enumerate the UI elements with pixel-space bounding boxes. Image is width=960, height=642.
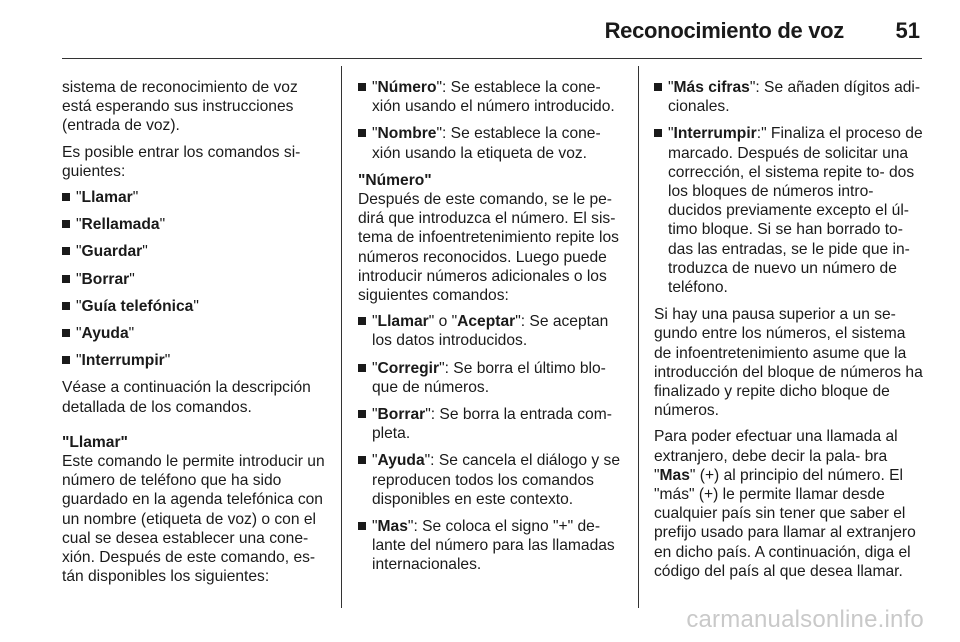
bullet-square-icon xyxy=(358,83,366,91)
bullet-square-icon xyxy=(358,522,366,530)
command-term: Ayuda xyxy=(377,452,425,470)
command-description: : Se añaden dígitos adi- cionales. xyxy=(668,79,921,116)
bullet-square-icon xyxy=(62,302,70,310)
command-term: Más cifras xyxy=(673,79,750,96)
list-item: "Borrar": Se borra la entrada com- pleta. xyxy=(358,405,624,443)
command-description: : Se borra la entrada com- pleta. xyxy=(372,406,612,443)
command-description: : Se cancela el diálogo y se reproducen todos los comandos disponibles en este contexto. xyxy=(372,452,621,508)
command-term: Ayuda xyxy=(81,325,129,343)
column-2 xyxy=(358,78,624,583)
list-item: "Ayuda": Se cancela el diálogo y se reproducen todos los comandos disponibles en este contexto. xyxy=(358,451,624,509)
command-description: : Se establece la cone- xión usando el número introducido. xyxy=(372,79,615,116)
paragraph-intro: sistema de reconocimiento de voz está esperando sus instrucciones (entrada de voz). xyxy=(62,79,298,135)
list-item: "Nombre": Se establece la cone- xión usando la etiqueta de voz. xyxy=(358,124,624,162)
command-term: Borrar xyxy=(81,270,130,288)
list-item: "Ayuda" xyxy=(62,324,328,343)
bullet-square-icon xyxy=(358,317,366,325)
section-heading-llamar: "Llamar" xyxy=(62,433,128,451)
list-item: "Borrar" xyxy=(62,270,328,289)
command-term: Aceptar xyxy=(457,313,516,331)
list-item: "Llamar" o "Aceptar": Se aceptan los datos introducidos. xyxy=(358,312,624,350)
command-term: Rellamada xyxy=(81,216,160,234)
connector-text: o xyxy=(434,313,452,331)
command-term: Mas xyxy=(659,466,690,484)
list-item: "Mas": Se coloca el signo "+" de- lante del número para las llamadas internacionales. xyxy=(358,517,624,575)
column-divider-1 xyxy=(341,66,342,608)
bullet-square-icon xyxy=(62,220,70,228)
paragraph-commands-intro: Es posible entrar los comandos si- guientes: xyxy=(62,143,301,180)
list-item: "Guardar" xyxy=(62,242,328,261)
column-divider-2 xyxy=(638,66,639,608)
list-item: "Corregir": Se borra el último blo- que de números. xyxy=(358,359,624,397)
bullet-square-icon xyxy=(358,364,366,372)
command-term: Número xyxy=(377,79,437,96)
list-item: "Interrumpir" xyxy=(62,351,328,370)
command-term: Guía telefónica xyxy=(81,297,194,315)
bullet-square-icon xyxy=(358,456,366,464)
column-1 xyxy=(62,78,328,593)
command-term: Corregir xyxy=(377,359,440,377)
list-item: "Más cifras": Se añaden dígitos adi- cionales. xyxy=(654,78,924,116)
list-item: "Llamar" xyxy=(62,188,328,207)
command-term: Mas xyxy=(377,518,408,536)
bullet-square-icon xyxy=(654,83,662,91)
paragraph-numero: Después de este comando, se le pe- dirá que introduzca el número. El sis- tema de infoentretenimiento repite los números reconocidos. Luego puede introducir números adicionales o los siguientes comandos: xyxy=(358,191,619,305)
page-header xyxy=(0,0,960,58)
command-term: Guardar xyxy=(81,243,143,261)
list-item: "Guía telefónica" xyxy=(62,297,328,316)
bullet-square-icon xyxy=(358,410,366,418)
page-title: Reconocimiento de voz xyxy=(604,18,844,43)
command-description: : Se aceptan los datos introducidos. xyxy=(372,313,609,350)
bullet-square-icon xyxy=(62,247,70,255)
command-description: : Se establece la cone- xión usando la etiqueta de voz. xyxy=(372,125,601,162)
command-description: : Se coloca el signo "+" de- lante del número para las llamadas internacionales. xyxy=(372,518,615,574)
command-term: Borrar xyxy=(377,406,426,424)
list-item: "Interrumpir:" Finaliza el proceso de marcado. Después de solicitar una corrección, el sistema repite to- dos los bloques de números intro- ducidos previamente excepto el úl- timo bloque. Si se han borrado to- das las entradas, se le pide que in- troduzca de nuevo un número de teléfono. xyxy=(654,124,924,297)
bullet-square-icon xyxy=(62,275,70,283)
command-description: : Se borra el último blo- que de números. xyxy=(372,359,606,396)
bullet-square-icon xyxy=(358,129,366,137)
paragraph-see-below: Véase a continuación la descripción detallada de los comandos. xyxy=(62,379,311,416)
paragraph-llamar: Este comando le permite introducir un número de teléfono que ha sido guardado en la agenda telefónica con un nombre (etiqueta de voz) o con el cual se desea establecer una cone- xión. Después de este comando, es- tán disponibles los siguientes: xyxy=(62,453,325,586)
section-heading-numero: "Número" xyxy=(358,171,432,189)
command-term: Nombre xyxy=(377,125,437,143)
watermark-text: carmanualsonline.info xyxy=(686,606,924,633)
command-term: Llamar xyxy=(81,189,133,207)
bullet-square-icon xyxy=(62,193,70,201)
paragraph-international xyxy=(654,427,924,581)
text-segment: Para poder efectuar una llamada al extranjero, debe decir la pala- bra " xyxy=(654,428,898,484)
page-number: 51 xyxy=(895,18,920,43)
bullet-square-icon xyxy=(62,356,70,364)
column-3 xyxy=(654,78,924,588)
command-term: Llamar xyxy=(377,313,429,331)
command-term: Interrumpir xyxy=(81,352,165,370)
bullet-square-icon xyxy=(62,329,70,337)
bullet-square-icon xyxy=(654,129,662,137)
paragraph-pause: Si hay una pausa superior a un se- gundo entre los números, el sistema de infoentretenimiento asume que la introducción del bloque de números ha finalizado y repite dicho bloque de números. xyxy=(654,306,923,420)
text-segment: " (+) al principio del número. El "más" (+) le permite llamar desde cualquier país sin tener que saber el prefijo usado para llamar al extranjero en dicho país. A continuación, diga el código del país al que desea llamar. xyxy=(654,466,916,580)
command-description: :" Finaliza el proceso de marcado. Después de solicitar una corrección, el sistema repite to- dos los bloques de números intro- ducidos previamente excepto el úl- timo bloque. Si se han borrado to- das las entradas, se le pide que in- troduzca de nuevo un número de teléfono. xyxy=(668,125,923,297)
header-rule xyxy=(62,58,922,59)
list-item: "Número": Se establece la cone- xión usando el número introducido. xyxy=(358,78,624,116)
list-item: "Rellamada" xyxy=(62,215,328,234)
command-term: Interrumpir xyxy=(673,125,757,143)
